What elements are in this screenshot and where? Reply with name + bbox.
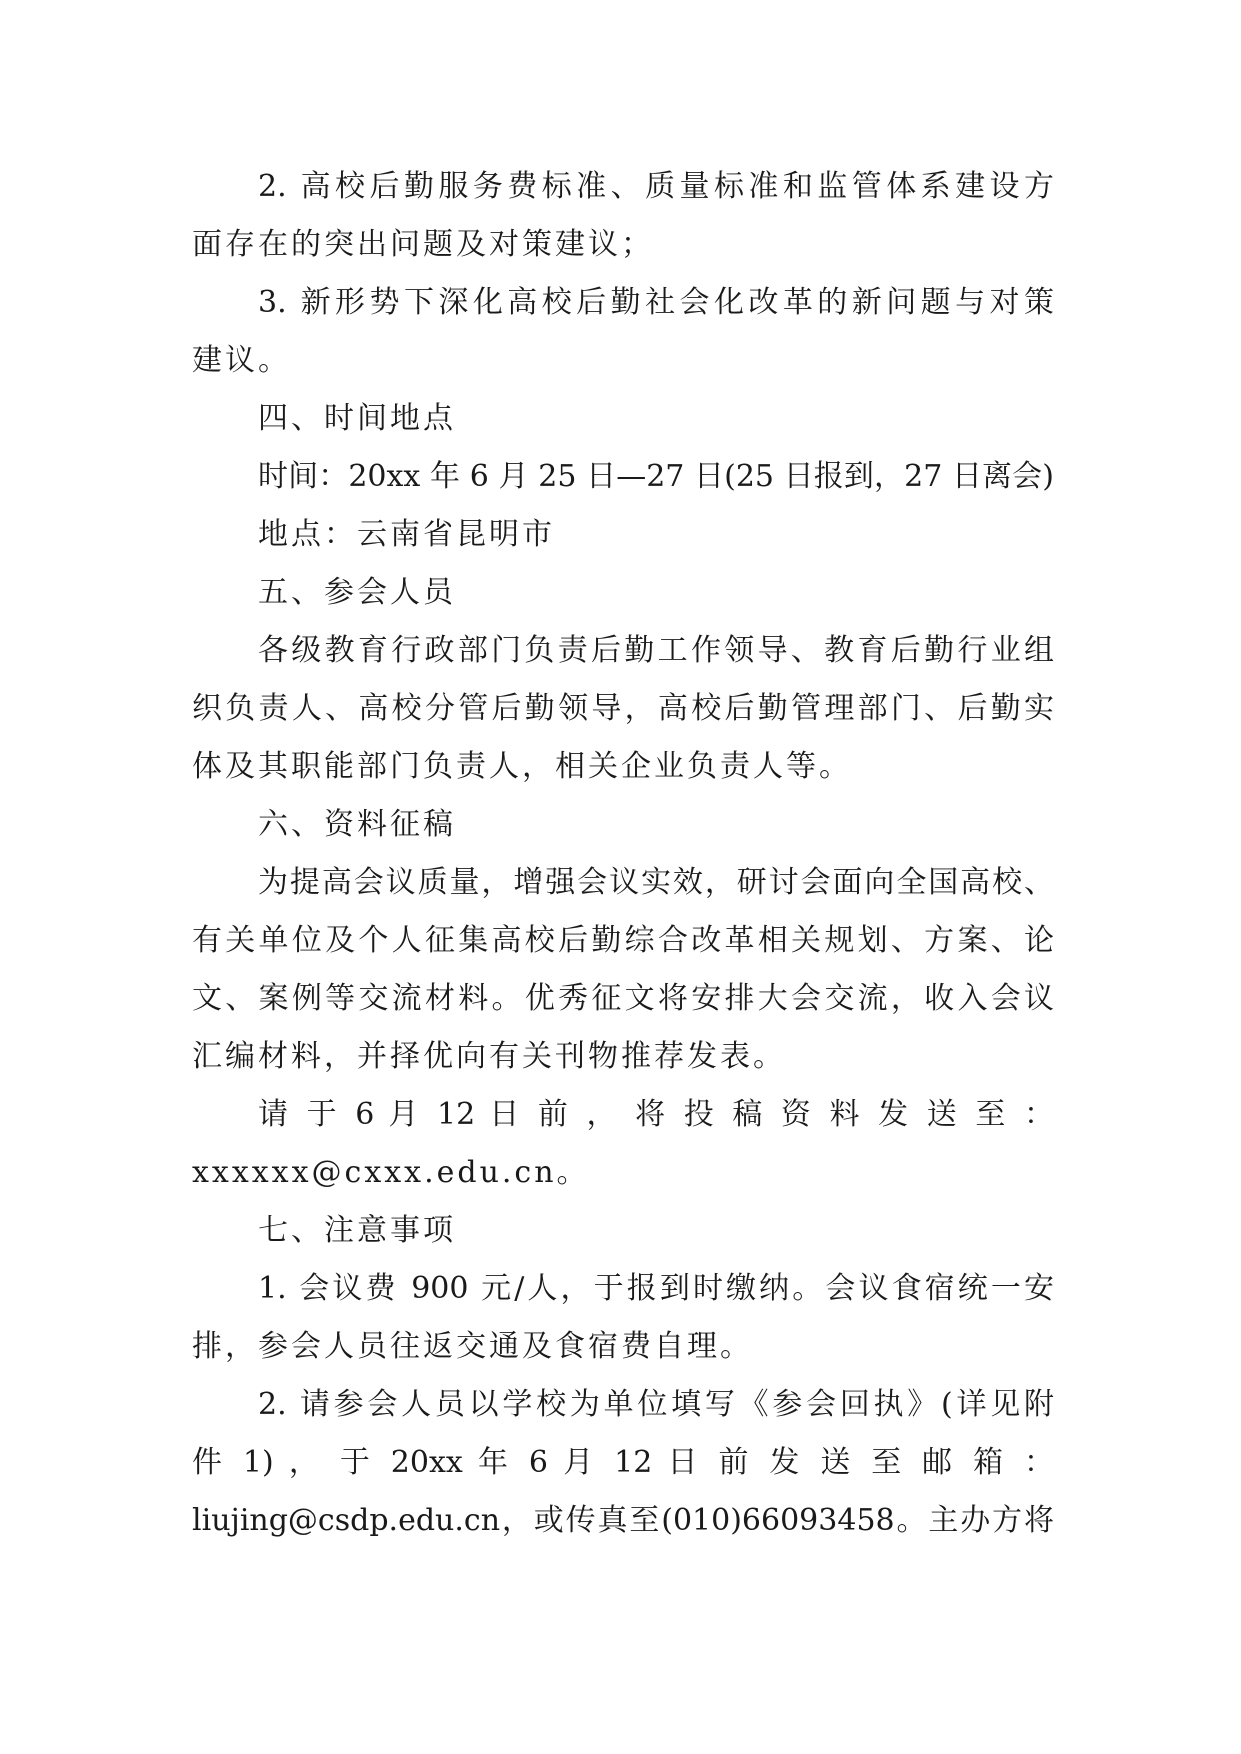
text-line: xxxxxx@cxxx.edu.cn。 — [192, 1155, 590, 1190]
text-line: 地点：云南省昆明市 — [258, 517, 555, 552]
text-line: 请 于 6 月 12 日 前 ， 将 投 稿 资 料 发 送 至 ： — [258, 1097, 1054, 1132]
text-line: 汇编材料，并择优向有关刊物推荐发表。 — [192, 1039, 786, 1074]
text-line: 排，参会人员往返交通及食宿费自理。 — [192, 1329, 753, 1364]
text-line: 1. 会议费 900 元/人，于报到时缴纳。会议食宿统一安 — [258, 1271, 1054, 1306]
text-line: 体及其职能部门负责人，相关企业负责人等。 — [192, 749, 852, 784]
text-line: 面存在的突出问题及对策建议； — [192, 227, 654, 262]
text-line: 四、时间地点 — [258, 401, 456, 436]
text-line: 为提高会议质量，增强会议实效，研讨会面向全国高校、 — [258, 865, 1054, 900]
text-line: 有关单位及个人征集高校后勤综合改革相关规划、方案、论 — [192, 923, 1054, 958]
text-line: 文、案例等交流材料。优秀征文将安排大会交流，收入会议 — [192, 981, 1054, 1016]
text-line: 时间：20xx 年 6 月 25 日—27 日(25 日报到，27 日离会) — [258, 459, 1054, 494]
text-line: 2. 请参会人员以学校为单位填写《参会回执》(详见附 — [258, 1387, 1054, 1422]
text-line: 件 1) ， 于 20xx 年 6 月 12 日 前 发 送 至 邮 箱 ： — [192, 1445, 1054, 1480]
text-line: 七、注意事项 — [258, 1213, 456, 1248]
text-line: 五、参会人员 — [258, 575, 456, 610]
text-line: 织负责人、高校分管后勤领导，高校后勤管理部门、后勤实 — [192, 691, 1054, 726]
document-body — [192, 158, 1054, 1550]
text-line: 3. 新形势下深化高校后勤社会化改革的新问题与对策 — [258, 285, 1054, 320]
text-line: liujing@csdp.edu.cn，或传真至(010)66093458。主办方将 — [192, 1503, 1054, 1538]
text-line: 各级教育行政部门负责后勤工作领导、教育后勤行业组 — [258, 633, 1054, 668]
text-line: 建议。 — [192, 343, 291, 378]
text-line: 2. 高校后勤服务费标准、质量标准和监管体系建设方 — [258, 169, 1054, 204]
text-line: 六、资料征稿 — [258, 807, 456, 842]
